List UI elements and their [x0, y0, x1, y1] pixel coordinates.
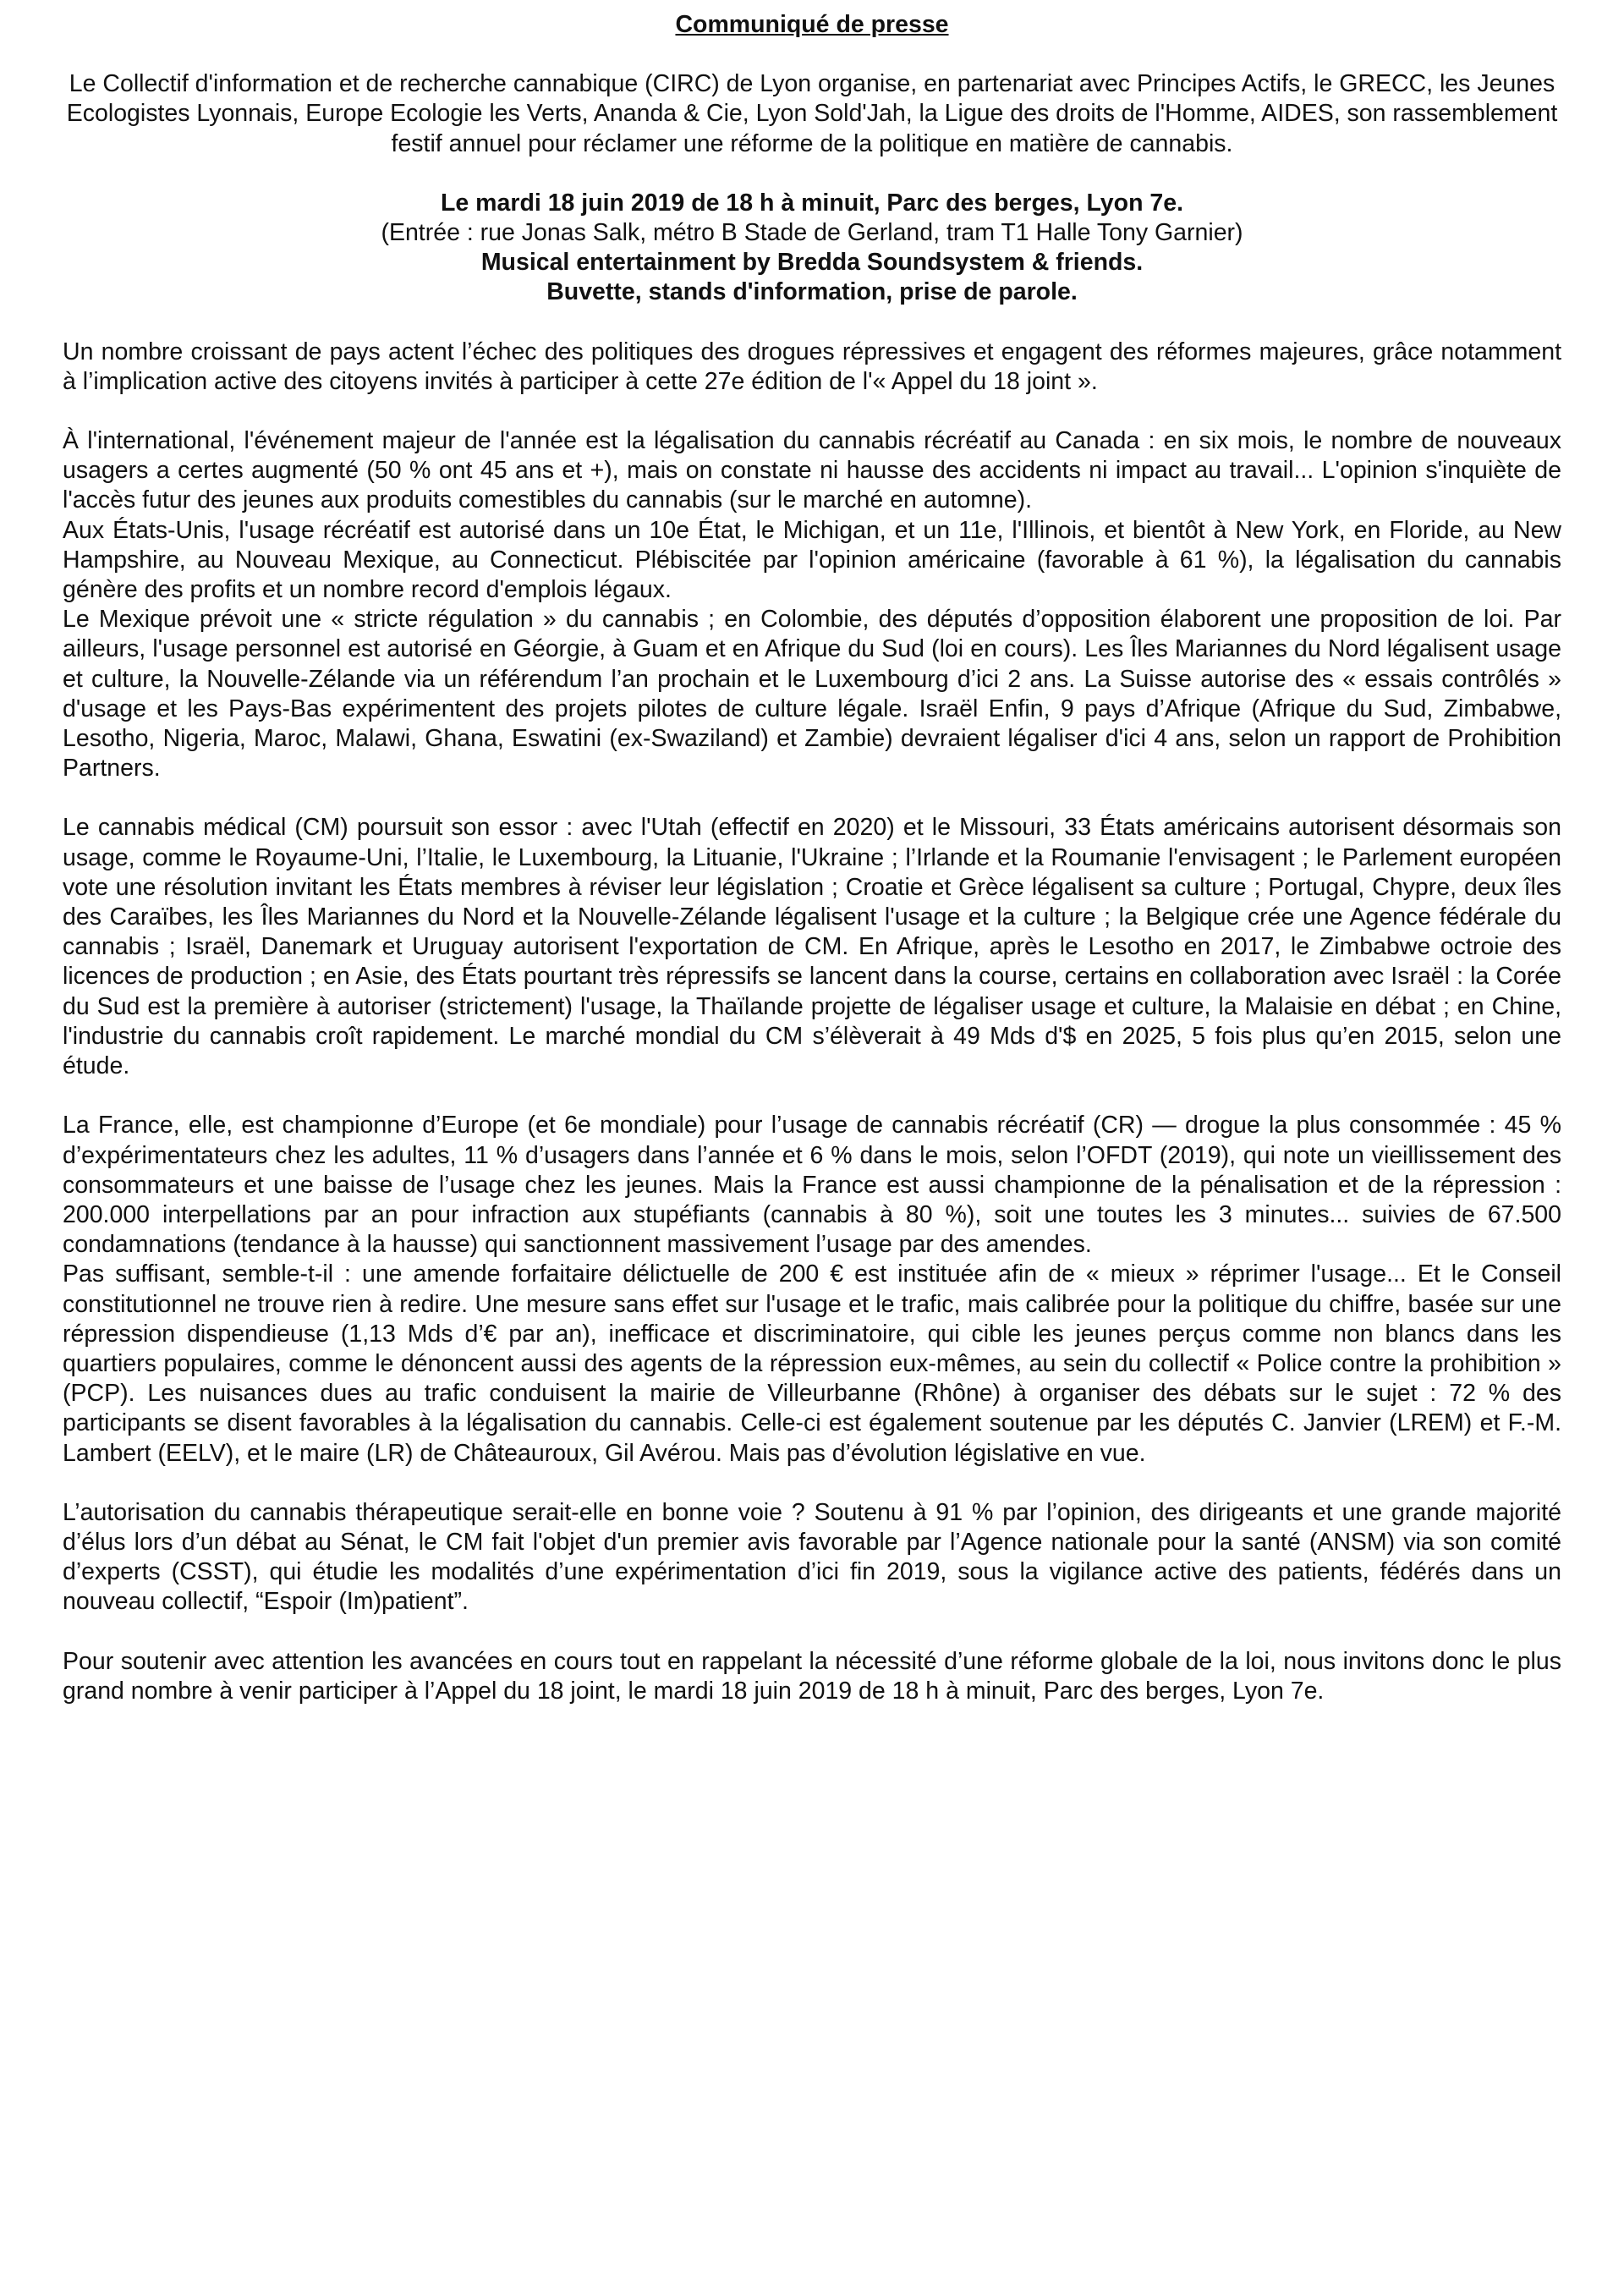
- paragraph-appel: Un nombre croissant de pays actent l’échec des politiques des drogues répressives et engagent des réformes majeures, grâce notamment à l’implication active des citoyens invités à participer à cette 27e édition de l'« Appel du 18 joint ».: [63, 338, 1561, 395]
- event-access: (Entrée : rue Jonas Salk, métro B Stade de Gerland, tram T1 Halle Tony Garnier): [381, 219, 1243, 247]
- document-title: Communiqué de presse: [675, 11, 949, 38]
- paragraph-amende: Pas suffisant, semble-t-il : une amende forfaitaire délictuelle de 200 € est instituée afin de « mieux » réprimer l'usage... Et le Conseil constitutionnel ne trouve rien à redire. Une mesure sans effet sur l'usage et le trafic, mais calibrée pour la politique du chiffre, basée sur une répression dispendieuse (1,13 Mds d’€ par an), inefficace et discriminatoire, qui cible les jeunes perçus comme non blancs dans les quartiers populaires, comme le dénoncent aussi des agents de la répression eux-mêmes, au sein du collectif « Police contre la prohibition » (PCP). Les nuisances dues au trafic conduisent la mairie de Villeurbanne (Rhône) à organiser des débats sur le sujet : 72 % des participants se disent favorables à la légalisation du cannabis. Celle-ci est également soutenue par les députés C. Janvier (LREM) et F.-M. Lambert (EELV), et le maire (LR) de Châteauroux, Gil Avérou. Mais pas d’évolution législative en vue.: [63, 1260, 1561, 1467]
- event-stands: Buvette, stands d'information, prise de parole.: [546, 278, 1078, 306]
- paragraph-mexique: Le Mexique prévoit une « stricte régulation » du cannabis ; en Colombie, des députés d’opposition élaborent une proposition de loi. Par ailleurs, l'usage personnel est autorisé en Géorgie, à Guam et en Afrique du Sud (loi en cours). Les Îles Mariannes du Nord légalisent usage et culture, la Nouvelle-Zélande via un référendum l’an prochain et le Luxembourg d’ici 2 ans. La Suisse autorise des « essais contrôlés » d'usage et les Pays-Bas expérimentent des projets pilotes de culture légale. Israël Enfin, 9 pays d’Afrique (Afrique du Sud, Zimbabwe, Lesotho, Nigeria, Maroc, Malawi, Ghana, Eswatini (ex-Swaziland) et Zambie) devraient légaliser d'ici 4 ans, selon un rapport de Prohibition Partners.: [63, 606, 1561, 783]
- paragraph-etats-unis: Aux États-Unis, l'usage récréatif est autorisé dans un 10e État, le Michigan, et un 11e, l'Illinois, et bientôt à New York, en Floride, au New Hampshire, au Nouveau Mexique, au Connecticut. Plébiscitée par l'opinion américaine (favorable à 61 %), la légalisation du cannabis génère des profits et un nombre record d'emplois légaux.: [63, 516, 1561, 604]
- event-music: Musical entertainment by Bredda Soundsystem & friends.: [480, 249, 1144, 277]
- intro-paragraph: Le Collectif d'information et de recherche cannabique (CIRC) de Lyon organise, en partenariat avec Principes Actifs, le GRECC, les Jeunes Ecologistes Lyonnais, Europe Ecologie les Verts, Ananda & Cie, Lyon Sold'Jah, la Ligue des droits de l'Homme, AIDES, son rassemblement festif annuel pour réclamer une réforme de la politique en matière de cannabis.: [66, 70, 1558, 157]
- paragraph-international: À l'international, l'événement majeur de l'année est la légalisation du cannabis récréatif au Canada : en six mois, le nombre de nouveaux usagers a certes augmenté (50 % ont 45 ans et +), mais on constate ni hausse des accidents ni impact au travail... L'opinion s'inquiète de l'accès futur des jeunes aux produits comestibles du cannabis (sur le marché en automne).: [63, 427, 1561, 514]
- paragraph-cannabis-medical: Le cannabis médical (CM) poursuit son essor : avec l'Utah (effectif en 2020) et le Missouri, 33 États américains autorisent désormais son usage, comme le Royaume-Uni, l’Italie, le Luxembourg, la Lituanie, l'Ukraine ; l’Irlande et la Roumanie l'envisagent ; le Parlement européen vote une résolution invitant les États membres à réviser leur législation ; Croatie et Grèce légalisent sa culture ; Portugal, Chypre, deux îles des Caraïbes, les Îles Mariannes du Nord et la Nouvelle-Zélande légalisent l'usage et la culture ; la Belgique crée une Agence fédérale du cannabis ; Israël, Danemark et Uruguay autorisent l'exportation de CM. En Afrique, après le Lesotho en 2017, le Zimbabwe octroie des licences de production ; en Asie, des États pourtant très répressifs se lancent dans la course, certains en collaboration avec Israël : la Corée du Sud est la première à autoriser (strictement) l'usage, la Thaïlande projette de légaliser usage et culture, la Malaisie en débat ; en Chine, l'industrie du cannabis croît rapidement. Le marché mondial du CM s’élèverait à 49 Mds d'$ en 2025, 5 fois plus qu’en 2015, selon une étude.: [63, 814, 1561, 1080]
- paragraph-therapeutique: L’autorisation du cannabis thérapeutique serait-elle en bonne voie ? Soutenu à 91 % par l’opinion, des dirigeants et une grande majorité d’élus lors d’un débat au Sénat, le CM fait l'objet d'un premier avis favorable par l’Agence nationale pour la santé (ANSM) via son comité d’experts (CSST), qui étudie les modalités d’une expérimentation d’ici fin 2019, sous la vigilance active des patients, fédérés dans un nouveau collectif, “Espoir (Im)patient”.: [63, 1498, 1561, 1616]
- paragraph-france: La France, elle, est championne d’Europe (et 6e mondiale) pour l’usage de cannabis récréatif (CR) — drogue la plus consommée : 45 % d’expérimentateurs chez les adultes, 11 % d’usagers dans l’année et 6 % dans le mois, selon l’OFDT (2019), qui note un vieillissement des consommateurs et une baisse de l’usage chez les jeunes. Mais la France est aussi championne de la pénalisation et de la répression : 200.000 interpellations par an pour infraction aux stupéfiants (cannabis à 80 %), soit une toutes les 3 minutes... suivies de 67.500 condamnations (tendance à la hausse) qui sanctionnent massivement l’usage par des amendes.: [63, 1112, 1561, 1259]
- event-details: [63, 189, 1561, 308]
- paragraph-conclusion: Pour soutenir avec attention les avancées en cours tout en rappelant la nécessité d’une réforme globale de la loi, nous invitons donc le plus grand nombre à venir participer à l’Appel du 18 joint, le mardi 18 juin 2019 de 18 h à minuit, Parc des berges, Lyon 7e.: [63, 1647, 1561, 1705]
- event-date-place: Le mardi 18 juin 2019 de 18 h à minuit, Parc des berges, Lyon 7e.: [440, 189, 1184, 217]
